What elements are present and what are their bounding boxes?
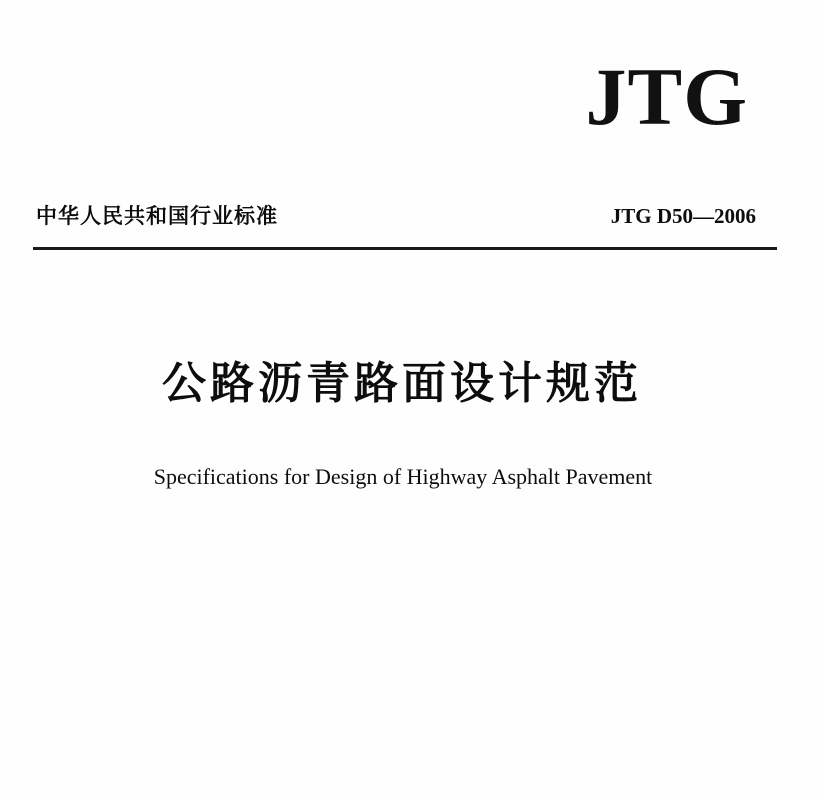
title-chinese: 公路沥青路面设计规范 [162, 358, 642, 409]
title-english: Specifications for Design of Highway Asphalt Pavement [153, 464, 653, 489]
standard-header [36, 200, 756, 232]
jtg-logo: JTG [585, 51, 748, 142]
issuer-label: 中华人民共和国行业标准 [36, 204, 278, 228]
header-divider [33, 247, 777, 250]
standard-code: JTG D50—2006 [610, 204, 756, 228]
